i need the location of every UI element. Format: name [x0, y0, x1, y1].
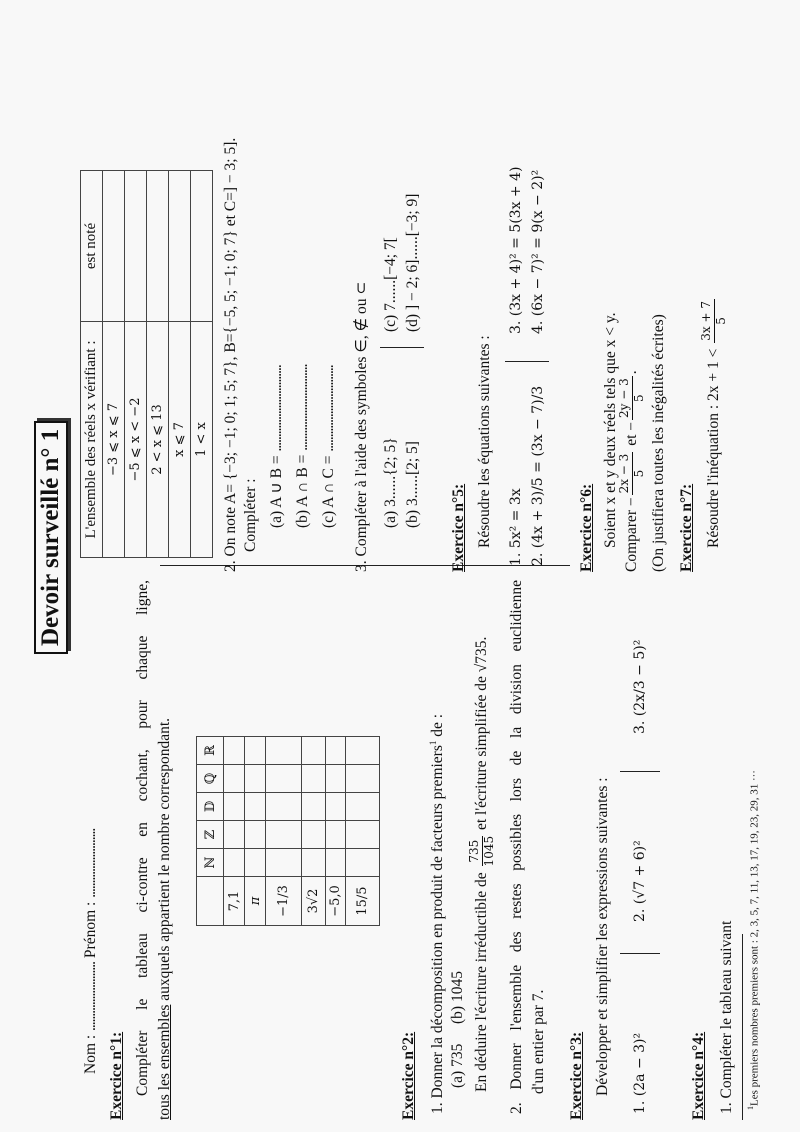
ex6-line3: (On justifiera toutes les inégalités écrites) — [650, 314, 667, 572]
ex4-q2c — [320, 365, 338, 528]
intervals-header-right: est noté — [81, 171, 103, 322]
cell[interactable] — [266, 821, 302, 849]
q2c-label: (c) A ∩ C = — [320, 451, 337, 528]
cell[interactable] — [346, 793, 380, 821]
column-separator — [620, 953, 660, 954]
row-label: 7,1 — [224, 877, 245, 926]
cell[interactable] — [302, 793, 326, 821]
ex2-heading: Exercice n°2: — [400, 1031, 417, 1120]
column-separator — [620, 771, 660, 772]
interval-answer[interactable] — [191, 171, 213, 322]
interval-answer[interactable] — [125, 171, 147, 322]
ex2-q1-text: 1. Donner la décomposition en produit de facteurs premiers — [429, 745, 447, 1114]
interval-condition: x ⩽ 7 — [169, 322, 191, 558]
interval-answer[interactable] — [169, 171, 191, 322]
ex6-period: . — [622, 370, 640, 375]
ex2-q2-line2: d'un entier par 7. — [530, 989, 547, 1094]
row-label: −5,0 — [326, 877, 346, 926]
cell[interactable] — [245, 821, 266, 849]
interval-answer[interactable] — [103, 171, 125, 322]
frac-num: 2y − 3 — [617, 378, 631, 418]
ex4-q2b — [294, 365, 312, 528]
cell[interactable] — [224, 793, 245, 821]
cell[interactable] — [346, 737, 380, 765]
fraction-3x7 — [700, 299, 729, 343]
ex4-q3d: (d) ] − 2; 6]......[−3; 9] — [404, 193, 421, 332]
ex2-q1b: (b) 1045 — [449, 971, 466, 1024]
fraction-y — [618, 376, 647, 420]
cell[interactable] — [224, 737, 245, 765]
ex1-underlined-text: tous les ensembles — [156, 1004, 173, 1120]
interval-condition: −5 ⩽ x < −2 — [125, 322, 147, 558]
col-D: 𝔻 — [197, 793, 224, 821]
q2a-answer[interactable]: .............................. — [268, 365, 285, 452]
page-title: Devoir surveillé n° 1 — [34, 421, 68, 654]
nom-label: Nom : — [82, 1030, 99, 1074]
cell[interactable] — [245, 737, 266, 765]
ex5-instruction: Résoudre les équations suivantes : — [476, 335, 493, 548]
column-separator — [505, 361, 549, 362]
interval-condition: −3 ⩽ x ⩽ 7 — [103, 322, 125, 558]
footnote — [746, 770, 761, 1110]
name-line — [82, 829, 100, 1074]
q2b-answer[interactable]: .............................. — [294, 364, 311, 451]
sets-table-corner — [197, 877, 224, 926]
footnote-text: Les premiers nombres premiers sont : 2, 3, 5, 7, 11, 13, 17, 19, 23, 29, 31 ··· — [748, 770, 761, 1106]
ex6-line2 — [618, 370, 647, 572]
cell[interactable] — [302, 849, 326, 877]
frac-den: 5 — [713, 317, 728, 325]
ex5-item-2: 2. (4x + 3)/5 = (3x − 7)/3 — [530, 385, 546, 566]
fraction-735-1045 — [468, 836, 497, 867]
interval-condition: 2 < x ⩽ 13 — [147, 322, 169, 558]
col-N: ℕ — [197, 849, 224, 877]
footnote-mark: 1 — [746, 1106, 755, 1110]
cell[interactable] — [245, 793, 266, 821]
col-R: ℝ — [197, 737, 224, 765]
ex6-et: et − — [622, 421, 640, 450]
ex7-line — [700, 297, 729, 548]
ex3-heading: Exercice n°3: — [568, 1031, 585, 1120]
frac-num: 735 — [468, 836, 483, 867]
footnote-ref: 1 — [428, 740, 438, 746]
ex5-item-3: 3. (3x + 4)² = 5(3x + 4) — [508, 166, 524, 334]
q2a-label: (a) A ∪ B = — [268, 451, 285, 528]
ex1-instruction-rest: auxquels appartient le nombre correspondant. — [156, 717, 173, 1005]
cell[interactable] — [326, 849, 346, 877]
ex4-q3a: (a) 3......{2; 5} — [382, 437, 399, 528]
ex5-heading: Exercice n°5: — [450, 483, 467, 572]
cell[interactable] — [326, 737, 346, 765]
ex5-item-4: 4. (6x − 7)² = 9(x − 2)² — [530, 169, 546, 334]
ex6-compare-label: Comparer − — [622, 497, 640, 572]
row-label: 15/5 — [346, 877, 380, 926]
row-label: −1/3 — [266, 877, 302, 926]
q2c-answer[interactable]: .............................. — [320, 365, 337, 452]
ex6-line1: Soient x et y deux réels tels que x < y. — [602, 312, 619, 548]
cell[interactable] — [245, 765, 266, 793]
col-Z: ℤ — [197, 821, 224, 849]
cell[interactable] — [224, 849, 245, 877]
ex7-heading: Exercice n°7: — [678, 483, 695, 572]
cell[interactable] — [326, 793, 346, 821]
ex1-instruction-2 — [156, 718, 174, 1120]
ex2-q1a: (a) 735 — [449, 1043, 466, 1088]
ex2-deduce-start: En déduire l'écriture irréductible de — [472, 872, 490, 1092]
cell[interactable] — [326, 821, 346, 849]
frac-den: 1045 — [481, 835, 496, 867]
ex1-instruction-1: Compléter le tableau ci-contre en cochant, pour chaque ligne, — [134, 580, 151, 1096]
fraction-x — [618, 452, 647, 496]
ex4-q2a — [267, 365, 286, 528]
ex2-deduce-end: et l'écriture simplifiée de √735. — [472, 636, 490, 831]
prenom-label: Prénom : — [82, 897, 99, 962]
cell[interactable] — [346, 821, 380, 849]
ex2-q2-line1: 2. Donner l'ensemble des restes possibles lors de la division euclidienne — [508, 580, 525, 1114]
ex3-instruction: Développer et simplifier les expressions suivantes : — [594, 777, 611, 1096]
frac-den: 5 — [631, 394, 646, 402]
ex4-q3c: (c) 7......[−4; 7[ — [382, 237, 399, 332]
column-separator — [380, 347, 424, 348]
cell[interactable] — [302, 821, 326, 849]
nom-field[interactable]: ........................ — [82, 961, 99, 1031]
row-label: 3√2 — [302, 877, 326, 926]
cell[interactable] — [302, 765, 326, 793]
interval-answer[interactable] — [147, 171, 169, 322]
ex3-item-1: 1. (2a − 3)² — [632, 1032, 648, 1114]
ex2-deduce — [468, 637, 497, 1092]
cell[interactable] — [245, 849, 266, 877]
interval-condition: 1 < x — [191, 322, 213, 558]
ex4-q3: 3. Compléter à l'aide des symboles ∈, ∉ ou ⊂ — [353, 281, 370, 572]
cell[interactable] — [266, 765, 302, 793]
ex7-text: Résoudre l'inéquation : 2x + 1 < — [704, 348, 722, 548]
cell[interactable] — [224, 765, 245, 793]
frac-num: 3x + 7 — [699, 301, 713, 341]
q2b-label: (b) A ∩ B = — [294, 450, 311, 528]
col-Q: ℚ — [197, 765, 224, 793]
ex4-q1: 1. Compléter le tableau suivant — [718, 920, 735, 1114]
cell[interactable] — [266, 849, 302, 877]
ex2-q1-end: de : — [429, 713, 447, 741]
intervals-table — [80, 170, 213, 558]
cell[interactable] — [266, 737, 302, 765]
ex2-q1 — [428, 714, 447, 1114]
ex4-q2-line1: 2. On note A= {−3; −1; 0; 1; 5; 7}, B={−5, 5; −1; 0; 7} et C=] − 3; 5]. — [222, 137, 239, 572]
cell[interactable] — [346, 849, 380, 877]
row-label: π — [245, 877, 266, 926]
frac-den: 5 — [631, 469, 646, 478]
ex1-heading: Exercice n°1: — [108, 1031, 125, 1120]
ex4-q3b: (b) 3......[2; 5] — [404, 441, 421, 528]
ex4-q2-line2: Compléter : — [242, 478, 259, 552]
cell[interactable] — [346, 765, 380, 793]
intervals-header-left: L'ensemble des réels x vérifiant : — [81, 322, 103, 558]
frac-num: 2x − 3 — [617, 453, 631, 494]
sets-table — [196, 736, 380, 926]
cell[interactable] — [224, 821, 245, 849]
cell[interactable] — [326, 765, 346, 793]
cell[interactable] — [266, 793, 302, 821]
prenom-field[interactable]: ........................ — [82, 828, 99, 898]
ex3-item-2: 2. (√7 + 6)² — [632, 840, 648, 922]
cell[interactable] — [302, 737, 326, 765]
ex3-item-3: 3. (2x/3 − 5)² — [632, 639, 648, 734]
footnote-rule — [742, 934, 743, 1120]
ex5-item-1: 1. 5x² = 3x — [508, 488, 524, 566]
ex6-heading: Exercice n°6: — [578, 483, 595, 572]
ex4-heading: Exercice n°4: — [690, 1031, 707, 1120]
